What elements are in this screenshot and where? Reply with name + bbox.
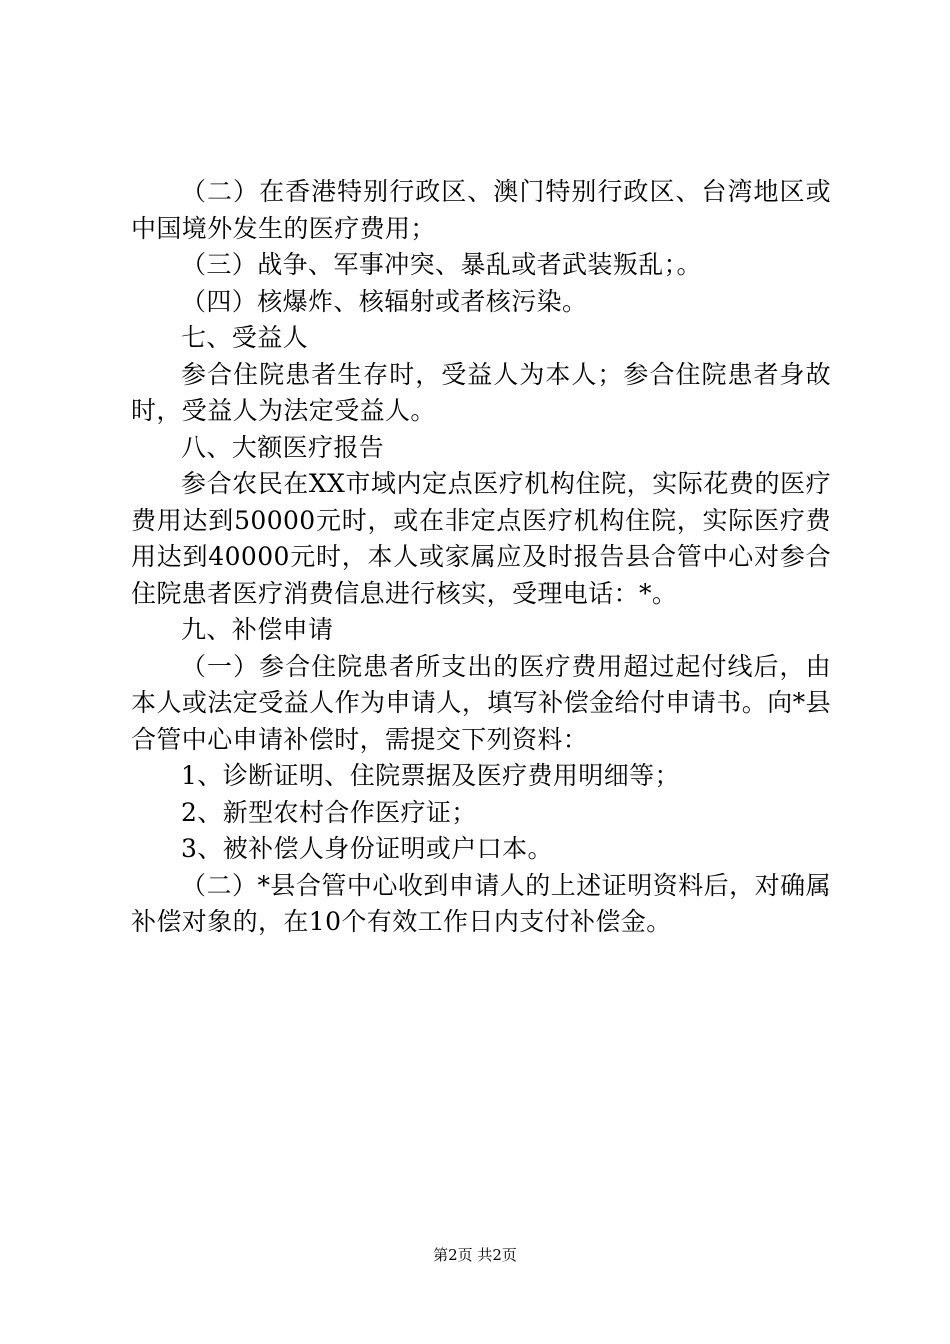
paragraph-item-3: （三）战争、军事冲突、暴乱或者武装叛乱；。 [181, 250, 702, 279]
list-item-medical-card: 2、新型农村合作医疗证； [181, 797, 477, 827]
section-heading-large-medical-report: 八、大额医疗报告 [181, 432, 385, 462]
list-item-identity: 3、被补偿人身份证明或户口本。 [181, 834, 553, 863]
paragraph-compensation-1: （一）参合住院患者所支出的医疗费用超过起付线后，由本人或法定受益人作为申请人，填写补偿金给付申请书。向*县合管中心申请补偿时，需提交下列资料： [131, 651, 831, 754]
list-item-diagnosis: 1、诊断证明、住院票据及医疗费用明细等； [181, 761, 680, 790]
paragraph-compensation-2: （二）*县合管中心收到申请人的上述证明资料后，对确属补偿对象的，在10个有效工作日内支付补偿金。 [131, 870, 831, 936]
section-heading-compensation-application: 九、补偿申请 [181, 615, 334, 644]
paragraph-beneficiary: 参合住院患者生存时，受益人为本人；参合住院患者身故时，受益人为法定受益人。 [131, 359, 831, 425]
paragraph-item-2: （二）在香港特别行政区、澳门特别行政区、台湾地区或中国境外发生的医疗费用； [131, 177, 831, 243]
paragraph-item-4: （四）核爆炸、核辐射或者核污染。 [181, 286, 588, 316]
section-heading-beneficiary: 七、受益人 [181, 323, 309, 352]
paragraph-large-medical-report: 参合农民在XX市域内定点医疗机构住院，实际花费的医疗费用达到50000元时，或在非定点医疗机构住院，实际医疗费用达到40000元时，本人或家属应及时报告县合管中心对参合住院患者医疗消费信息进行核实，受理电话：*。 [131, 469, 831, 608]
page-footer [0, 1245, 950, 1265]
document-body [131, 174, 831, 941]
page-number: 第2页 共2页 [433, 1246, 517, 1264]
